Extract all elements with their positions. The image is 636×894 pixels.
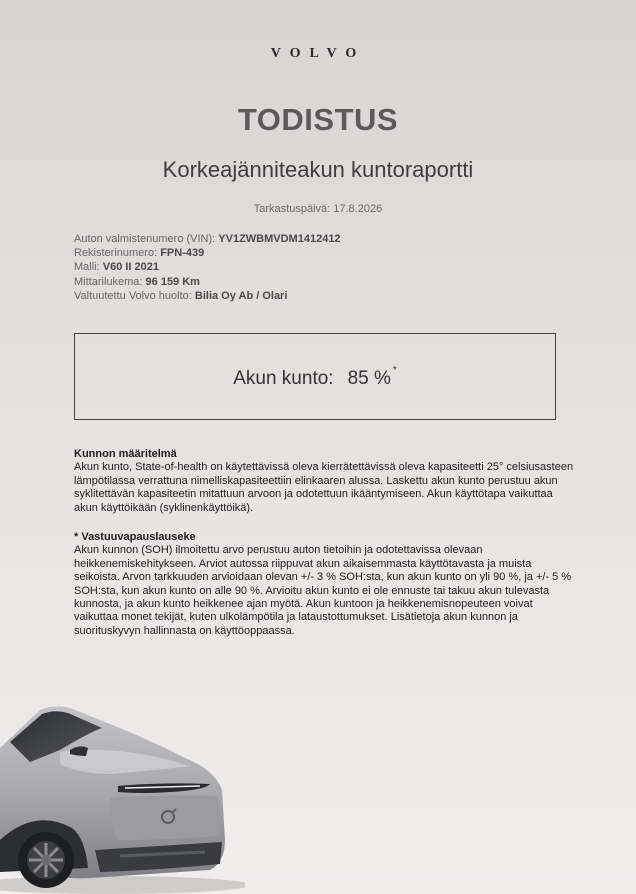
info-label: Valtuutettu Volvo huolto:	[74, 289, 195, 302]
page-title: TODISTUS	[237, 102, 399, 137]
disclaimer-mark: *	[392, 364, 397, 376]
disclaimer-heading: * Vastuuvapauslauseke	[74, 531, 196, 543]
vehicle-info	[74, 232, 341, 303]
info-label: Rekisterinumero:	[74, 247, 161, 260]
battery-health-value: 85 %	[347, 368, 391, 389]
info-row-registration	[74, 246, 341, 260]
disclaimer-text: Akun kunnon (SOH) ilmoitettu arvo perustuu auton tietoihin ja odotettavissa olevaan heikkenemiskehitykseen. Arviot autossa riippuvat akun aikaisemmasta käyttötavasta ja muista seikoista. Arvon tarkkuuden arvioidaan olevan +/- 3 % SOH:sta, kun akun kunto on yli 90 %, ja +/- 5 % SOH:sta, kun akun kunto on alle 90 %. Arvioitu akun kunto ei ole ennuste tai takuu akun tulevasta kunnosta, ja akun kunto heikkenee ajan myötä. Akun kuntoon ja heikkenemisnopeuteen voivat vaikuttaa monet tekijät, kuten ulkolämpötila ja lataustottumukset. Lisätietoja akun kunnon ja suorituskyvyn hallinnasta on käyttöoppaassa.	[74, 544, 572, 637]
battery-health-box	[74, 333, 556, 420]
info-label: Mittarilukema:	[74, 275, 146, 288]
battery-health-label: Akun kunto:	[233, 368, 334, 389]
info-label: Malli:	[74, 261, 103, 274]
info-value: 96 159 Km	[145, 275, 200, 288]
definition-text: Akun kunto, State-of-health on käytettävissä oleva kierrätettävissä oleva kapasiteetti 25° celsiusasteen lämpötilassa verrattuna nimelliskapasiteettiin elinkaaren alussa. Laskettu akun kunto perustuu akun syklitettävän kapasiteetin mitattuun arvoon ja odotettuun ikääntymiseen. Akun käyttötapa vaikuttaa akun käyttöikään (syklinenkäyttöikä).	[74, 461, 574, 514]
info-value: FPN-439	[160, 247, 205, 260]
info-row-vin	[74, 232, 341, 246]
info-label: Auton valmistenumero (VIN):	[74, 233, 219, 245]
info-value: V60 II 2021	[102, 261, 160, 274]
info-value: Bilia Oy Ab / Olari	[194, 289, 288, 302]
page-subtitle: Korkeajänniteakun kuntoraportti	[162, 157, 474, 182]
disclaimer-section	[74, 531, 574, 638]
info-row-model	[74, 260, 341, 274]
info-value: YV1ZWBMVDM1412412	[218, 233, 341, 245]
info-row-service	[74, 289, 341, 303]
definition-section	[74, 448, 574, 515]
volvo-logo: VOLVO	[270, 46, 366, 61]
car-image	[0, 690, 245, 894]
inspection-date: Tarkastuspäivä: 17.8.2026	[253, 203, 383, 215]
definition-heading: Kunnon määritelmä	[74, 448, 177, 460]
info-row-mileage	[74, 275, 341, 289]
